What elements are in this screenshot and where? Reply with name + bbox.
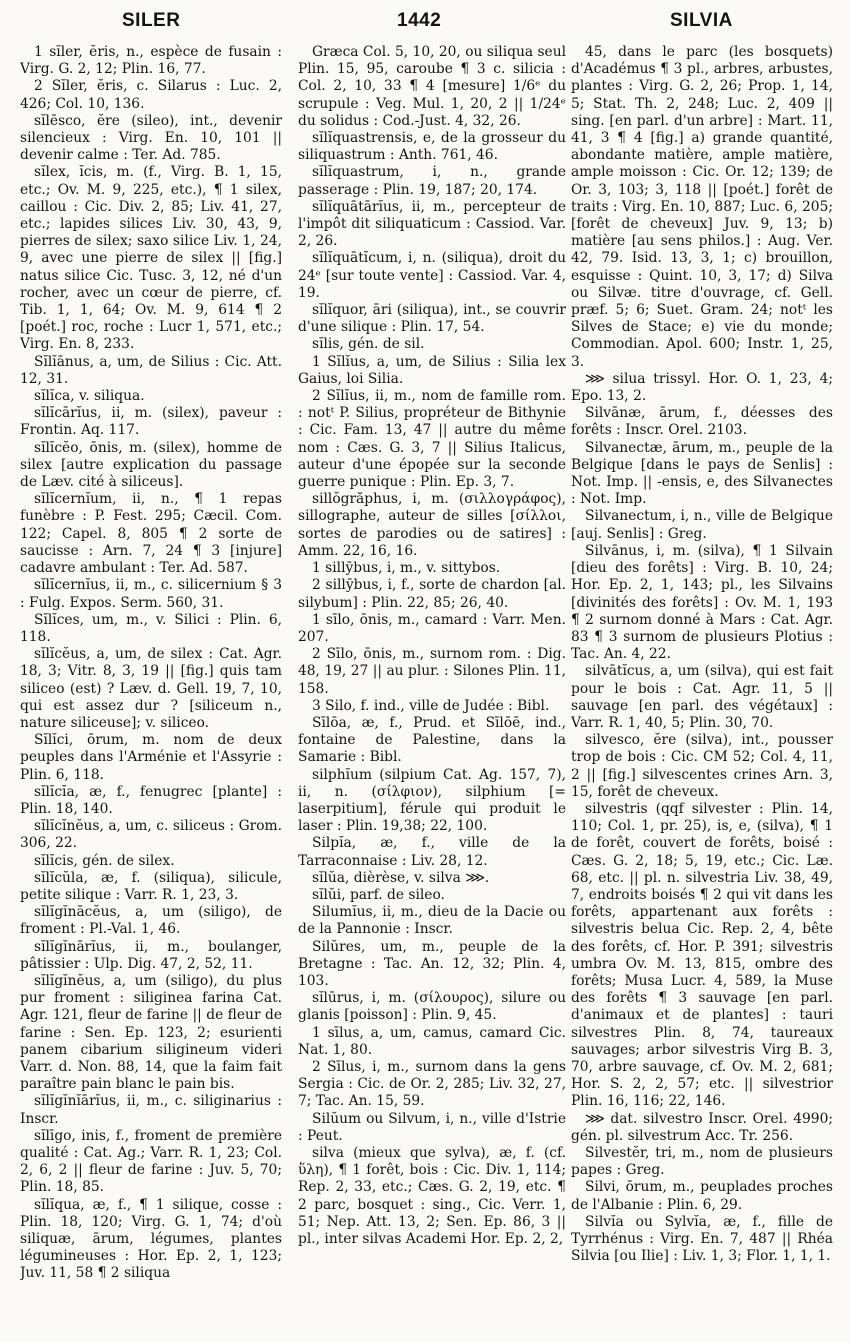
dictionary-entry: 45, dans le parc (les bosquets) d'Académus ¶ 3 pl., arbres, arbustes, plantes : Virg. G. 2, 26; Prop. 1, 14, 5; Stat. Th. 2, 248; Luc. 2, 409 || sing. [en parl. d'un arbre] : Mart. 11, 41, 3 ¶ 4 [fig.] a) grande quantité, abondante matière, ample matière, ample moisson : Cic. Or. 12; 139; de Or. 3, 103; 3, 118 || [poét.] forêt de traits : Virg. En. 10, 887; Luc. 6, 205; [forêt de cheveux] Juv. 9, 13; b) matière [au sens philos.] : Aug. Ver. 42, 79. Isid. 13, 3, 1; c) brouillon, esquisse : Quint. 10, 3, 17; d) Silva ou Silvæ. titre d'ouvrage, cf. Gell. præf. 5; 6; Suet. Gram. 24; notᵗ les Silves de Stace; e) vie du monde; Commodian. Apol. 600; Instr. 1, 25, 3. [571, 44, 833, 370]
dictionary-entry: silvesco, ĕre (silva), int., pousser trop de bois : Cic. CM 52; Col. 4, 11, 2 || [fig.] silvescentes crines Arn. 3, 15, forêt de cheveux. [571, 732, 833, 800]
dictionary-entry: Silvi, ōrum, m., peuplades proches de l'Albanie : Plin. 6, 29. [571, 1179, 833, 1213]
dictionary-entry: ⋙ silua trissyl. Hor. O. 1, 23, 4; Epo. 13, 2. [571, 370, 833, 405]
dictionary-entry: silvestris (qqf silvester : Plin. 14, 110; Col. 1, pr. 25), is, e, (silva), ¶ 1 de forêt, couvert de forêts, boisé : Cæs. G. 2, 18; 5, 19, etc.; Cic. Læ. 68, etc. || pl. n. silvestria Liv. 38, 49, 7, endroits boisés ¶ 2 qui vit dans les forêts, appartenant aux forêts : silvestris belua Cic. Rep. 2, 4, bête des forêts, cf. Hor. P. 391; silvestris umbra Ov. M. 13, 815, ombre des forêts; Musa Lucr. 4, 589, la Muse des forêts ¶ 3 sauvage [en parl. d'animaux et de plantes] : tauri silvestres Plin. 8, 74, taureaux sauvages; arbor silvestris Virg B. 3, 70, arbre sauvage, cf. Ov. M. 2, 681; Hor. S. 2, 2, 57; etc. || silvestrior Plin. 16, 116; 22, 146. [571, 800, 833, 1110]
header-left-guide-word: SILER [122, 10, 181, 31]
page-header [0, 6, 850, 36]
dictionary-entry: 1 sillȳbus, i, m., v. sittybos. [312, 560, 501, 577]
column-middle [298, 44, 566, 1248]
dictionary-entry: Sĭlĭci, ōrum, m. nom de deux peuples dans l'Arménie et l'Assyrie : Plin. 6, 118. [20, 732, 282, 783]
dictionary-entry: sillŏgrăphus, i, m. (σιλλογράφος), sillographe, auteur de silles [σίλλοι, sortes de parodies ou de satires] : Amm. 22, 16, 16. [298, 491, 566, 559]
dictionary-entry: Sĭlĭānus, a, um, de Silius : Cic. Att. 12, 31. [20, 353, 282, 387]
dictionary-entry: sĭlŭi, parf. de sileo. [312, 886, 445, 903]
column-right [571, 44, 833, 1265]
dictionary-entry: sĭlĭcĕus, a, um, de silex : Cat. Agr. 18, 3; Vitr. 8, 3, 19 || [fig.] quis tam siliceo (est) ? Læv. d. Gell. 19, 7, 10, qui est assez dur ? [siliceum n., nature siliceuse]; v. siliceo. [20, 646, 282, 731]
dictionary-entry: Silvanectæ, ārum, m., peuple de la Belgique [dans le pays de Senlis] : Not. Imp. || -ensis, e, des Silvanectes : Not. Imp. [571, 439, 833, 508]
header-right-guide-word: SILVIA [670, 10, 733, 31]
dictionary-entry: 2 Sīlo, ōnis, m., surnom rom. : Dig. 48, 19, 27 || au plur. : Silones Plin. 11, 158. [298, 646, 566, 697]
dictionary-entry: 2 Sĭler, ĕris, c. Silarus : Luc. 2, 426; Col. 10, 136. [20, 78, 282, 112]
dictionary-entry: Silvānus, i, m. (silva), ¶ 1 Silvain [dieu des forêts] : Virg. B. 10, 24; Hor. Ep. 2, 1, 143; pl., les Silvains [divinités des forêts] : Ov. M. 1, 193 ¶ 2 surnom donné à Mars : Cat. Agr. 83 ¶ 3 surnom de plusieurs Plotius : Tac. An. 4, 22. [571, 542, 833, 663]
dictionary-entry: Silpĭa, æ, f., ville de la Tarraconnaise : Liv. 28, 12. [298, 835, 566, 869]
dictionary-entry: 1 sīlo, ōnis, m., camard : Varr. Men. 207. [298, 611, 566, 645]
dictionary-entry: sĭlĭquātĭcum, i, n. (siliqua), droit du 24ᵉ [sur toute vente] : Cassiod. Var. 4, 19. [298, 250, 566, 301]
dictionary-entry: sĭlĭcis, gén. de silex. [34, 852, 175, 869]
dictionary-entry: Silŭres, um, m., peuple de la Bretagne : Tac. An. 12, 32; Plin. 4, 103. [298, 938, 566, 989]
dictionary-entry: sĭlĭcernĭus, ii, m., c. silicernium § 3 : Fulg. Expos. Serm. 560, 31. [20, 577, 282, 611]
dictionary-entry: Silvānæ, ārum, f., déesses des forêts : Inscr. Orel. 2103. [571, 405, 833, 439]
dictionary-entry: 3 Silo, f. ind., ville de Judée : Bibl. [312, 697, 550, 714]
dictionary-entry: Silvanectum, i, n., ville de Belgique [auj. Senlis] : Greg. [571, 508, 833, 542]
dictionary-entry: Silumĭus, ii, m., dieu de la Dacie ou de la Pannonie : Inscr. [298, 904, 566, 938]
dictionary-entry: sĭlūrus, i, m. (σίλουρος), silure ou glanis [poisson] : Plin. 9, 45. [298, 990, 566, 1024]
dictionary-entry: silva (mieux que sylva), æ, f. (cf. ὕλη), ¶ 1 forêt, bois : Cic. Div. 1, 114; Rep. 2, 33, etc.; Cæs. G. 2, 19, etc. ¶ 2 parc, bosquet : sing., Cic. Verr. 1, 51; Nep. Att. 13, 2; Sen. Ep. 86, 3 || pl., inter silvas Academi Hor. Ep. 2, 2, [298, 1145, 566, 1248]
dictionary-entry: sĭlĭqua, æ, f., ¶ 1 silique, cosse : Plin. 18, 120; Virg. G. 1, 74; d'où siliquæ, ārum, légumes, plantes légumineuses : Hor. Ep. 2, 1, 123; Juv. 11, 58 ¶ 2 siliqua [20, 1196, 282, 1282]
dictionary-entry: Silvestĕr, tri, m., nom de plusieurs papes : Greg. [571, 1145, 833, 1179]
dictionary-entry: sĭlĭcārĭus, ii, m. (silex), paveur : Frontin. Aq. 117. [20, 405, 282, 439]
dictionary-entry: Sĭlĭces, um, m., v. Silici : Plin. 6, 118. [20, 611, 282, 645]
dictionary-entry: sĭlĭquastrensis, e, de la grosseur du siliquastrum : Anth. 761, 46. [298, 130, 566, 164]
dictionary-entry: 1 sĭler, ĕris, n., espèce de fusain : Virg. G. 2, 12; Plin. 16, 77. [20, 44, 282, 78]
dictionary-entry: silphĭum (silpium Cat. Ag. 157, 7), ii, n. (σίλφιον), silphium [= laserpitium], férule qui produit le laser : Plin. 19,38; 22, 100. [298, 766, 566, 835]
dictionary-entry: sĭlis, gén. de sil. [312, 336, 425, 353]
dictionary-entry: silvātĭcus, a, um (silva), qui est fait pour le bois : Cat. Agr. 11, 5 || sauvage [en parl. des végétaux] : Varr. R. 1, 40, 5; Plin. 30, 70. [571, 663, 833, 731]
dictionary-entry: Sīlōa, æ, f., Prud. et Sīlōē, ind., fontaine de Palestine, dans la Samarie : Bibl. [298, 714, 566, 766]
dictionary-entry: sĭlĭquastrum, i, n., grande passerage : Plin. 19, 187; 20, 174. [298, 164, 566, 198]
dictionary-entry: sĭlĭca, v. siliqua. [34, 388, 145, 405]
dictionary-entry: sĭlĭgĭnārĭus, ii, m., boulanger, pâtissier : Ulp. Dig. 47, 2, 52, 11. [20, 938, 282, 972]
dictionary-entry: 1 sīlus, a, um, camus, camard Cic. Nat. 1, 80. [298, 1024, 566, 1058]
dictionary-entry: sĭlēsco, ĕre (sileo), int., devenir silencieux : Virg. En. 10, 101 || devenir calme : Ter. Ad. 785. [20, 112, 282, 164]
dictionary-entry: sĭlĭcernĭum, ii, n., ¶ 1 repas funèbre : P. Fest. 295; Cæcil. Com. 122; Capel. 8, 805 ¶ 2 sorte de saucisse : Arn. 7, 24 ¶ 3 [injure] cadavre ambulant : Ter. Ad. 587. [20, 491, 282, 577]
dictionary-entry: sĭlĭcĭa, æ, f., fenugrec [plante] : Plin. 18, 140. [20, 783, 282, 817]
dictionary-entry: 1 Sĭlĭus, a, um, de Silius : Silia lex Gaius, loi Silia. [298, 353, 566, 387]
dictionary-entry: ⋙ dat. silvestro Inscr. Orel. 4990; gén. pl. silvestrum Acc. Tr. 256. [571, 1110, 833, 1144]
dictionary-entry: sĭlŭa, dièrèse, v. silva ⋙. [312, 869, 490, 886]
dictionary-entry: sĭlĭcŭla, æ, f. (siliqua), silicule, petite silique : Varr. R. 1, 23, 3. [20, 869, 282, 903]
column-left [20, 44, 282, 1283]
dictionary-entry: 2 Sīlus, i, m., surnom dans la gens Sergia : Cic. de Or. 2, 285; Liv. 32, 27, 7; Tac. An. 15, 59. [298, 1058, 566, 1110]
dictionary-entry: sĭlĭgĭnĕus, a, um (siligo), du plus pur froment : siliginea farina Cat. Agr. 121, fleur de farine || de fleur de farine : Sen. Ep. 123, 2; esurienti panem cibarium siligineum videri Varr. d. Non. 88, 14, que la faim fait paraître pain blanc le pain bis. [20, 972, 282, 1093]
dictionary-entry: sĭlex, ĭcis, m. (f., Virg. B. 1, 15, etc.; Ov. M. 9, 225, etc.), ¶ 1 silex, caillou : Cic. Div. 2, 85; Liv. 41, 27, etc.; lapides silices Liv. 30, 43, 9, pierres de silex; saxo silice Liv. 1, 24, 9, avec une pierre de silex || [fig.] natus silice Cic. Tusc. 3, 12, né d'un rocher, avec un cœur de pierre, cf. Tib. 1, 1, 64; Ov. M. 9, 614 ¶ 2 [poét.] roc, roche : Lucr 1, 571, etc.; Virg. En. 8, 233. [20, 164, 282, 353]
dictionary-entry: sĭlĭcĕo, ōnis, m. (silex), homme de silex [autre explication du passage de Læv. cité à siliceus]. [20, 439, 282, 491]
dictionary-entry: sĭlĭcĭnĕus, a, um, c. siliceus : Grom. 306, 22. [20, 818, 282, 852]
dictionary-entry: 2 Sĭlĭus, ii, m., nom de famille rom. : notᵗ P. Silius, propréteur de Bithynie : Cic. Fam. 13, 47 || autre du même nom : Cæs. G. 3, 7 || Silius Italicus, auteur d'une épopée sur la seconde guerre punique : Plin. Ep. 3, 7. [298, 388, 566, 491]
dictionary-entry: 2 sillȳbus, i, f., sorte de chardon [al. silybum] : Plin. 22, 85; 26, 40. [298, 577, 566, 611]
dictionary-entry: sĭlĭquātārĭus, ii, m., percepteur de l'impôt dit siliquaticum : Cassiod. Var. 2, 26. [298, 198, 566, 250]
page-number: 1442 [397, 10, 442, 31]
dictionary-entry: sĭlĭgĭnĭārĭus, ii, m., c. siliginarius : Inscr. [20, 1093, 282, 1127]
dictionary-entry: Silvĭa ou Sylvĭa, æ, f., fille de Tyrrhénus : Virg. En. 7, 487 || Rhéa Silvia [ou Ilie] : Liv. 1, 3; Flor. 1, 1, 1. [571, 1213, 833, 1265]
dictionary-entry: sĭlĭquor, āri (siliqua), int., se couvrir d'une silique : Plin. 17, 54. [298, 302, 566, 336]
dictionary-entry: sĭlĭgĭnācĕus, a, um (siligo), de froment : Pl.-Val. 1, 46. [20, 904, 282, 938]
dictionary-entry: Silŭum ou Silvum, i, n., ville d'Istrie : Peut. [298, 1110, 566, 1144]
dictionary-entry: sĭlīgo, inis, f., froment de première qualité : Cat. Ag.; Varr. R. 1, 23; Col. 2, 6, 2 || fleur de farine : Juv. 5, 70; Plin. 18, 85. [20, 1127, 282, 1196]
dictionary-entry: Græca Col. 5, 10, 20, ou siliqua seul Plin. 15, 95, caroube ¶ 3 c. silicia : Col. 2, 10, 33 ¶ 4 [mesure] 1/6ᵉ du scrupule : Veg. Mul. 1, 20, 2 || 1/24ᵉ du solidus : Cod.-Just. 4, 32, 26. [298, 44, 566, 129]
